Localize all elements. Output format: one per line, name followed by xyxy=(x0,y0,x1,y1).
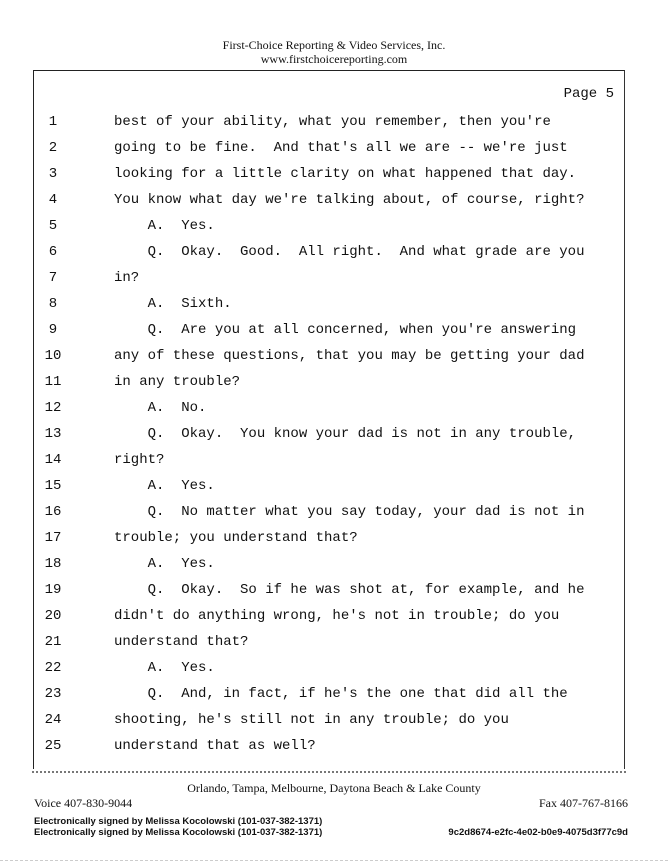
line-number: 13 xyxy=(44,426,62,442)
line-text: A. No. xyxy=(114,400,207,416)
line-number: 3 xyxy=(48,166,58,182)
transcript-line xyxy=(34,213,624,239)
line-text: A. Yes. xyxy=(114,556,215,572)
transcript-line xyxy=(34,239,624,265)
electronic-signature-1: Electronically signed by Melissa Kocolowski (101-037-382-1371) xyxy=(34,816,323,827)
transcript-line xyxy=(34,473,624,499)
transcript-line xyxy=(34,655,624,681)
transcript-line xyxy=(34,499,624,525)
line-text: in any trouble? xyxy=(114,374,241,390)
line-text: Q. Are you at all concerned, when you're answering xyxy=(114,322,577,338)
line-text: didn't do anything wrong, he's not in trouble; do you xyxy=(114,608,560,624)
company-name: First-Choice Reporting & Video Services, Inc. xyxy=(222,38,446,52)
line-text: understand that as well? xyxy=(114,738,316,754)
line-text: Q. Okay. So if he was shot at, for example, and he xyxy=(114,582,585,598)
line-number: 2 xyxy=(48,140,58,156)
transcript-line xyxy=(34,343,624,369)
line-text: any of these questions, that you may be getting your dad xyxy=(114,348,585,364)
line-number: 4 xyxy=(48,192,58,208)
line-number: 25 xyxy=(44,738,62,754)
line-text: best of your ability, what you remember, then you're xyxy=(114,114,551,130)
frame-bottom-rule xyxy=(32,771,626,773)
line-text: in? xyxy=(114,270,140,286)
transcript-line xyxy=(34,395,624,421)
line-number: 15 xyxy=(44,478,62,494)
office-locations: Orlando, Tampa, Melbourne, Daytona Beach & Lake County xyxy=(187,781,481,795)
transcript-line xyxy=(34,447,624,473)
line-number: 17 xyxy=(44,530,62,546)
line-text: understand that? xyxy=(114,634,249,650)
line-text: A. Sixth. xyxy=(114,296,232,312)
line-text: Q. And, in fact, if he's the one that did all the xyxy=(114,686,568,702)
line-text: right? xyxy=(114,452,165,468)
transcript-line xyxy=(34,135,624,161)
line-text: Q. Okay. Good. All right. And what grade are you xyxy=(114,244,585,260)
line-text: trouble; you understand that? xyxy=(114,530,358,546)
electronic-signature-2: Electronically signed by Melissa Kocolowski (101-037-382-1371) xyxy=(34,827,323,838)
transcript-line xyxy=(34,291,624,317)
page-edge-rule xyxy=(0,860,668,861)
transcript-line xyxy=(34,577,624,603)
line-text: going to be fine. And that's all we are -- we're just xyxy=(114,140,568,156)
document-hash: 9c2d8674-e2fc-4e02-b0e9-4075d3f77c9d xyxy=(448,827,628,838)
line-number: 22 xyxy=(44,660,62,676)
transcript-line xyxy=(34,629,624,655)
line-number: 10 xyxy=(44,348,62,364)
line-text: You know what day we're talking about, of course, right? xyxy=(114,192,585,208)
line-number: 9 xyxy=(48,322,58,338)
line-number: 21 xyxy=(44,634,62,650)
line-text: looking for a little clarity on what happened that day. xyxy=(114,166,577,182)
transcript-frame xyxy=(33,70,625,769)
line-text: shooting, he's still not in any trouble; do you xyxy=(114,712,509,728)
page-header xyxy=(0,38,668,66)
transcript-line xyxy=(34,369,624,395)
line-number: 8 xyxy=(48,296,58,312)
transcript-lines xyxy=(34,109,624,759)
line-text: A. Yes. xyxy=(114,478,215,494)
transcript-line xyxy=(34,317,624,343)
transcript-line xyxy=(34,265,624,291)
line-number: 14 xyxy=(44,452,62,468)
line-text: Q. No matter what you say today, your dad is not in xyxy=(114,504,585,520)
voice-number: Voice 407-830-9044 xyxy=(34,796,133,810)
transcript-line xyxy=(34,187,624,213)
line-number: 18 xyxy=(44,556,62,572)
line-text: Q. Okay. You know your dad is not in any trouble, xyxy=(114,426,577,442)
transcript-line xyxy=(34,733,624,759)
line-number: 1 xyxy=(48,114,58,130)
line-text: A. Yes. xyxy=(114,660,215,676)
transcript-line xyxy=(34,525,624,551)
line-text: A. Yes. xyxy=(114,218,215,234)
line-number: 11 xyxy=(44,374,62,390)
fax-number: Fax 407-767-8166 xyxy=(539,796,628,810)
line-number: 24 xyxy=(44,712,62,728)
line-number: 12 xyxy=(44,400,62,416)
company-website: www.firstchoicereporting.com xyxy=(260,52,408,66)
line-number: 23 xyxy=(44,686,62,702)
transcript-line xyxy=(34,551,624,577)
line-number: 6 xyxy=(48,244,58,260)
transcript-line xyxy=(34,161,624,187)
line-number: 20 xyxy=(44,608,62,624)
page-number: Page 5 xyxy=(563,86,614,102)
line-number: 5 xyxy=(48,218,58,234)
transcript-line xyxy=(34,421,624,447)
line-number: 16 xyxy=(44,504,62,520)
transcript-line xyxy=(34,707,624,733)
transcript-line xyxy=(34,109,624,135)
transcript-line xyxy=(34,681,624,707)
line-number: 19 xyxy=(44,582,62,598)
transcript-line xyxy=(34,603,624,629)
line-number: 7 xyxy=(48,270,58,286)
